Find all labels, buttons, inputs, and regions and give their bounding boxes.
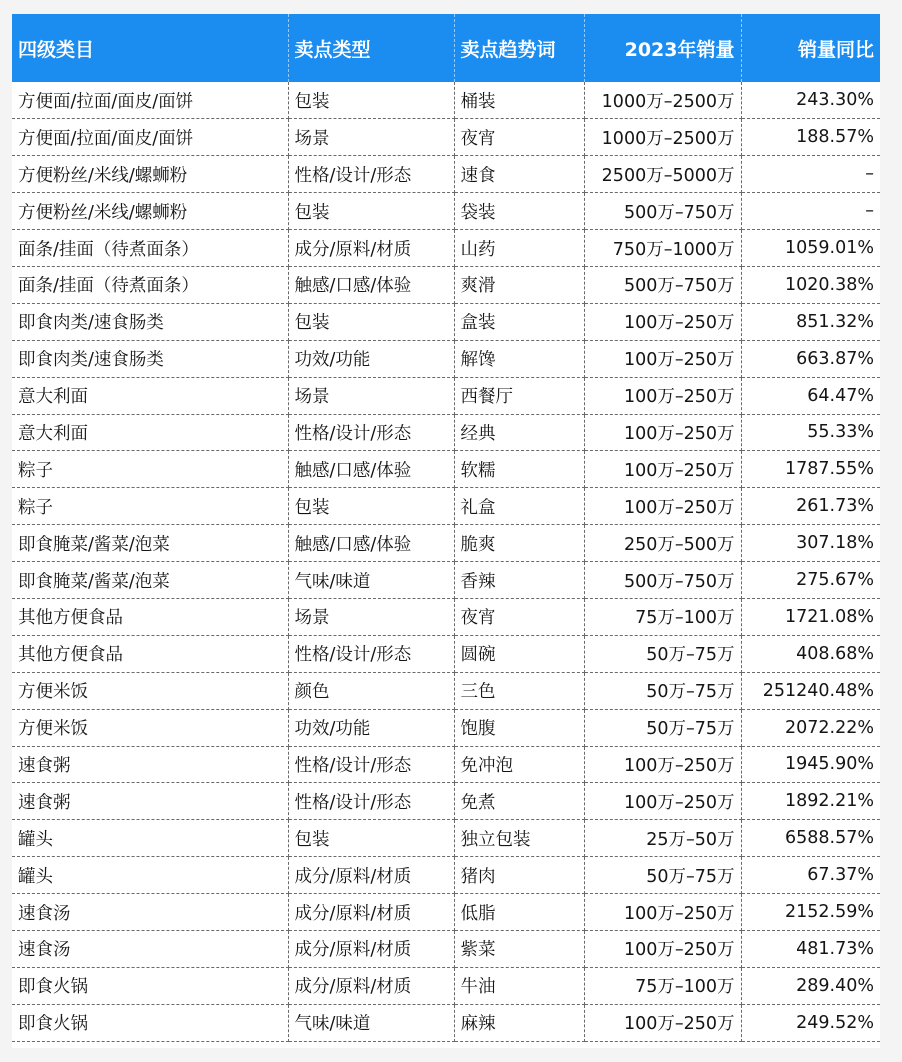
table-row: [12, 783, 880, 820]
cell-selling-point-type: 成分/原料/材质: [288, 230, 454, 267]
cell-sales-2023: 100万–250万: [584, 414, 741, 451]
cell-trend-word: 山药: [454, 230, 584, 267]
sales-trend-table: [12, 14, 880, 1042]
cell-selling-point-type: 颜色: [288, 672, 454, 709]
cell-trend-word: 圆碗: [454, 635, 584, 672]
table-row: [12, 230, 880, 267]
table-row: [12, 156, 880, 193]
cell-sales-2023: 100万–250万: [584, 930, 741, 967]
cell-selling-point-type: 性格/设计/形态: [288, 746, 454, 783]
cell-selling-point-type: 包装: [288, 82, 454, 119]
cell-yoy: 1721.08%: [741, 598, 880, 635]
header-trend-word: 卖点趋势词: [454, 14, 584, 82]
table-row: [12, 488, 880, 525]
table-row: [12, 635, 880, 672]
cell-sales-2023: 50万–75万: [584, 709, 741, 746]
cell-category: 即食腌菜/酱菜/泡菜: [12, 525, 288, 562]
table-row: [12, 303, 880, 340]
cell-category: 即食火锅: [12, 967, 288, 1004]
cell-category: 粽子: [12, 451, 288, 488]
cell-yoy: –: [741, 156, 880, 193]
cell-selling-point-type: 性格/设计/形态: [288, 414, 454, 451]
cell-sales-2023: 75万–100万: [584, 967, 741, 1004]
cell-yoy: 64.47%: [741, 377, 880, 414]
cell-sales-2023: 100万–250万: [584, 894, 741, 931]
header-yoy: 销量同比: [741, 14, 880, 82]
cell-trend-word: 袋装: [454, 193, 584, 230]
cell-sales-2023: 750万–1000万: [584, 230, 741, 267]
cell-selling-point-type: 包装: [288, 820, 454, 857]
cell-yoy: 851.32%: [741, 303, 880, 340]
table-row: [12, 709, 880, 746]
cell-trend-word: 免冲泡: [454, 746, 584, 783]
cell-yoy: 55.33%: [741, 414, 880, 451]
cell-sales-2023: 250万–500万: [584, 525, 741, 562]
cell-trend-word: 香辣: [454, 562, 584, 599]
cell-category: 即食火锅: [12, 1004, 288, 1041]
cell-sales-2023: 100万–250万: [584, 451, 741, 488]
cell-yoy: 289.40%: [741, 967, 880, 1004]
cell-trend-word: 猪肉: [454, 857, 584, 894]
cell-trend-word: 独立包装: [454, 820, 584, 857]
table-row: [12, 894, 880, 931]
cell-selling-point-type: 包装: [288, 193, 454, 230]
cell-yoy: 1892.21%: [741, 783, 880, 820]
table-header: [12, 14, 880, 82]
cell-yoy: 1787.55%: [741, 451, 880, 488]
cell-sales-2023: 100万–250万: [584, 377, 741, 414]
cell-sales-2023: 100万–250万: [584, 488, 741, 525]
cell-yoy: 1945.90%: [741, 746, 880, 783]
cell-yoy: 408.68%: [741, 635, 880, 672]
cell-trend-word: 解馋: [454, 340, 584, 377]
cell-trend-word: 经典: [454, 414, 584, 451]
header-selling-point-type: 卖点类型: [288, 14, 454, 82]
cell-yoy: 261.73%: [741, 488, 880, 525]
cell-selling-point-type: 触感/口感/体验: [288, 451, 454, 488]
cell-sales-2023: 50万–75万: [584, 672, 741, 709]
cell-selling-point-type: 性格/设计/形态: [288, 635, 454, 672]
cell-yoy: 481.73%: [741, 930, 880, 967]
cell-category: 意大利面: [12, 377, 288, 414]
cell-selling-point-type: 包装: [288, 303, 454, 340]
cell-yoy: 1059.01%: [741, 230, 880, 267]
cell-trend-word: 夜宵: [454, 119, 584, 156]
cell-yoy: 243.30%: [741, 82, 880, 119]
cell-selling-point-type: 成分/原料/材质: [288, 894, 454, 931]
cell-trend-word: 西餐厅: [454, 377, 584, 414]
cell-category: 即食肉类/速食肠类: [12, 340, 288, 377]
cell-selling-point-type: 性格/设计/形态: [288, 156, 454, 193]
cell-yoy: 188.57%: [741, 119, 880, 156]
cell-selling-point-type: 成分/原料/材质: [288, 857, 454, 894]
cell-selling-point-type: 触感/口感/体验: [288, 525, 454, 562]
cell-sales-2023: 100万–250万: [584, 783, 741, 820]
cell-trend-word: 低脂: [454, 894, 584, 931]
cell-category: 速食粥: [12, 783, 288, 820]
cell-category: 面条/挂面（待煮面条）: [12, 230, 288, 267]
cell-category: 即食腌菜/酱菜/泡菜: [12, 562, 288, 599]
cell-sales-2023: 2500万–5000万: [584, 156, 741, 193]
cell-trend-word: 礼盒: [454, 488, 584, 525]
cell-selling-point-type: 触感/口感/体验: [288, 266, 454, 303]
cell-trend-word: 盒装: [454, 303, 584, 340]
header-sales-2023: 2023年销量: [584, 14, 741, 82]
cell-selling-point-type: 气味/味道: [288, 1004, 454, 1041]
cell-selling-point-type: 成分/原料/材质: [288, 930, 454, 967]
cell-category: 方便面/拉面/面皮/面饼: [12, 82, 288, 119]
cell-sales-2023: 50万–75万: [584, 635, 741, 672]
cell-trend-word: 软糯: [454, 451, 584, 488]
cell-selling-point-type: 功效/功能: [288, 340, 454, 377]
cell-selling-point-type: 气味/味道: [288, 562, 454, 599]
cell-yoy: 2072.22%: [741, 709, 880, 746]
cell-category: 粽子: [12, 488, 288, 525]
cell-selling-point-type: 性格/设计/形态: [288, 783, 454, 820]
cell-category: 速食粥: [12, 746, 288, 783]
cell-trend-word: 饱腹: [454, 709, 584, 746]
table-row: [12, 562, 880, 599]
cell-category: 即食肉类/速食肠类: [12, 303, 288, 340]
cell-category: 罐头: [12, 820, 288, 857]
cell-trend-word: 麻辣: [454, 1004, 584, 1041]
cell-category: 速食汤: [12, 894, 288, 931]
cell-sales-2023: 100万–250万: [584, 303, 741, 340]
cell-category: 其他方便食品: [12, 635, 288, 672]
cell-sales-2023: 100万–250万: [584, 746, 741, 783]
table-row: [12, 967, 880, 1004]
cell-trend-word: 牛油: [454, 967, 584, 1004]
cell-category: 方便粉丝/米线/螺蛳粉: [12, 193, 288, 230]
cell-trend-word: 紫菜: [454, 930, 584, 967]
cell-yoy: 6588.57%: [741, 820, 880, 857]
cell-category: 方便米饭: [12, 709, 288, 746]
cell-sales-2023: 75万–100万: [584, 598, 741, 635]
cell-category: 方便面/拉面/面皮/面饼: [12, 119, 288, 156]
cell-category: 面条/挂面（待煮面条）: [12, 266, 288, 303]
cell-category: 其他方便食品: [12, 598, 288, 635]
table-row: [12, 930, 880, 967]
cell-sales-2023: 500万–750万: [584, 266, 741, 303]
cell-selling-point-type: 成分/原料/材质: [288, 967, 454, 1004]
cell-yoy: 663.87%: [741, 340, 880, 377]
cell-yoy: 307.18%: [741, 525, 880, 562]
table-row: [12, 598, 880, 635]
cell-trend-word: 脆爽: [454, 525, 584, 562]
cell-trend-word: 免煮: [454, 783, 584, 820]
cell-selling-point-type: 场景: [288, 598, 454, 635]
cell-sales-2023: 500万–750万: [584, 562, 741, 599]
cell-trend-word: 三色: [454, 672, 584, 709]
cell-yoy: 2152.59%: [741, 894, 880, 931]
table-body: [12, 82, 880, 1041]
table-row: [12, 377, 880, 414]
table-row: [12, 746, 880, 783]
cell-selling-point-type: 功效/功能: [288, 709, 454, 746]
cell-category: 方便粉丝/米线/螺蛳粉: [12, 156, 288, 193]
table-row: [12, 451, 880, 488]
cell-category: 罐头: [12, 857, 288, 894]
cell-sales-2023: 50万–75万: [584, 857, 741, 894]
table-row: [12, 1004, 880, 1041]
table-row: [12, 820, 880, 857]
cell-category: 速食汤: [12, 930, 288, 967]
cell-category: 方便米饭: [12, 672, 288, 709]
table-row: [12, 193, 880, 230]
cell-sales-2023: 100万–250万: [584, 1004, 741, 1041]
table-row: [12, 82, 880, 119]
header-category: 四级类目: [12, 14, 288, 82]
cell-sales-2023: 1000万–2500万: [584, 82, 741, 119]
table-row: [12, 525, 880, 562]
cell-trend-word: 爽滑: [454, 266, 584, 303]
cell-sales-2023: 1000万–2500万: [584, 119, 741, 156]
cell-yoy: 1020.38%: [741, 266, 880, 303]
table-row: [12, 672, 880, 709]
table-row: [12, 340, 880, 377]
cell-sales-2023: 500万–750万: [584, 193, 741, 230]
table-row: [12, 119, 880, 156]
header-row: [12, 14, 880, 82]
cell-yoy: 249.52%: [741, 1004, 880, 1041]
table-row: [12, 857, 880, 894]
cell-trend-word: 桶装: [454, 82, 584, 119]
cell-selling-point-type: 场景: [288, 119, 454, 156]
cell-trend-word: 速食: [454, 156, 584, 193]
cell-sales-2023: 25万–50万: [584, 820, 741, 857]
cell-selling-point-type: 场景: [288, 377, 454, 414]
cell-selling-point-type: 包装: [288, 488, 454, 525]
cell-trend-word: 夜宵: [454, 598, 584, 635]
cell-yoy: 275.67%: [741, 562, 880, 599]
cell-yoy: 251240.48%: [741, 672, 880, 709]
cell-yoy: 67.37%: [741, 857, 880, 894]
table-row: [12, 414, 880, 451]
cell-sales-2023: 100万–250万: [584, 340, 741, 377]
cell-category: 意大利面: [12, 414, 288, 451]
table-row: [12, 266, 880, 303]
cell-yoy: –: [741, 193, 880, 230]
